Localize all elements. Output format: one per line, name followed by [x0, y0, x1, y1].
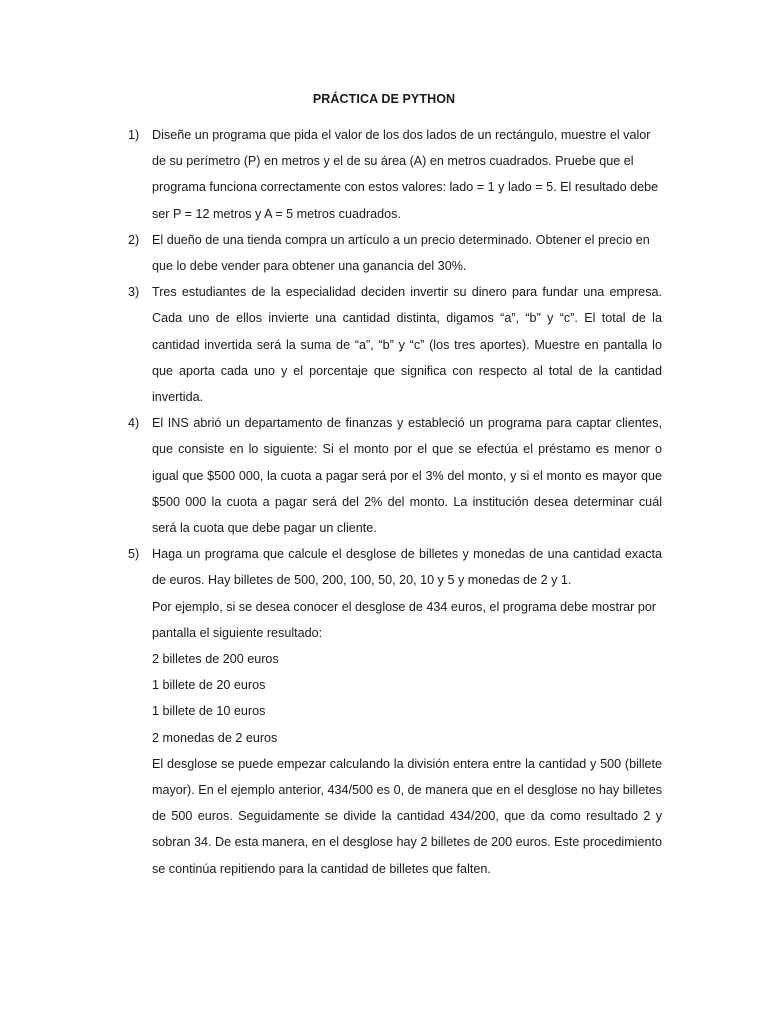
- exercise-item-1: [128, 122, 662, 227]
- item-text: El INS abrió un departamento de finanzas y estableció un programa para captar clientes, que consiste en lo siguiente: Si el monto por el que se efectúa el préstamo es menor o igual que $500 000, la cuota a pagar será por el 3% del monto, y si el monto es mayor que $500 000 la cuota a pagar será del 2% del monto. La institución desea determinar cuál será la cuota que debe pagar un cliente.: [152, 416, 662, 536]
- item-text: Haga un programa que calcule el desglose de billetes y monedas de una cantidad exacta de euros. Hay billetes de 500, 200, 100, 50, 20, 10 y 5 y monedas de 2 y 1.: [152, 547, 662, 588]
- explanation-text: El desglose se puede empezar calculando la división entera entre la cantidad y 500 (billete mayor). En el ejemplo anterior, 434/500 es 0, de manera que en el desglose no hay billetes de 500 euros. Seguidamente se divide la cantidad 434/200, que da como resultado 2 y sobran 34. De esta manera, en el desglose hay 2 billetes de 200 euros. Este procedimiento se continúa repitiendo para la cantidad de billetes que falten.: [152, 756, 662, 876]
- item-number: 1): [128, 128, 140, 142]
- item-text: Diseñe un programa que pida el valor de los dos lados de un rectángulo, muestre el valor de su perímetro (P) en metros y el de su área (A) en metros cuadrados. Pruebe que el programa funciona correctamente con estos valores: lado = 1 y lado = 5. El resultado debe ser P = 12 metros y A = 5 metros cuadrados.: [152, 128, 659, 221]
- item-number: 2): [128, 232, 140, 247]
- exercise-item-4: [128, 410, 662, 541]
- item-number: 3): [128, 285, 140, 300]
- example-line: 2 monedas de 2 euros: [152, 730, 278, 745]
- item-text: El dueño de una tienda compra un artículo a un precio determinado. Obtener el precio en que lo debe vender para obtener una ganancia del 30%.: [152, 232, 650, 274]
- exercise-item-2: [128, 227, 662, 279]
- document-title: PRÁCTICA DE PYTHON: [312, 92, 456, 106]
- exercise-list: [128, 122, 662, 882]
- item-text: Tres estudiantes de la especialidad deciden invertir su dinero para fundar una empresa. Cada uno de ellos invierte una cantidad distinta, digamos “a”, “b” y “c”. El total de la cantidad invertida será la suma de “a”, “b” y “c” (los tres aportes). Muestre en pantalla lo que aporta cada uno y el porcentaje que significa con respecto al total de la cantidad invertida.: [152, 285, 662, 405]
- item-number: 5): [128, 547, 140, 562]
- item-number: 4): [128, 416, 140, 431]
- example-intro: Por ejemplo, si se desea conocer el desglose de 434 euros, el programa debe mostrar por pantalla el siguiente resultado:: [152, 599, 657, 640]
- exercise-item-5: [128, 541, 662, 882]
- example-line: 1 billete de 10 euros: [152, 704, 266, 719]
- example-line: 2 billetes de 200 euros: [152, 652, 279, 667]
- example-line: 1 billete de 20 euros: [152, 678, 266, 693]
- exercise-item-3: [128, 279, 662, 410]
